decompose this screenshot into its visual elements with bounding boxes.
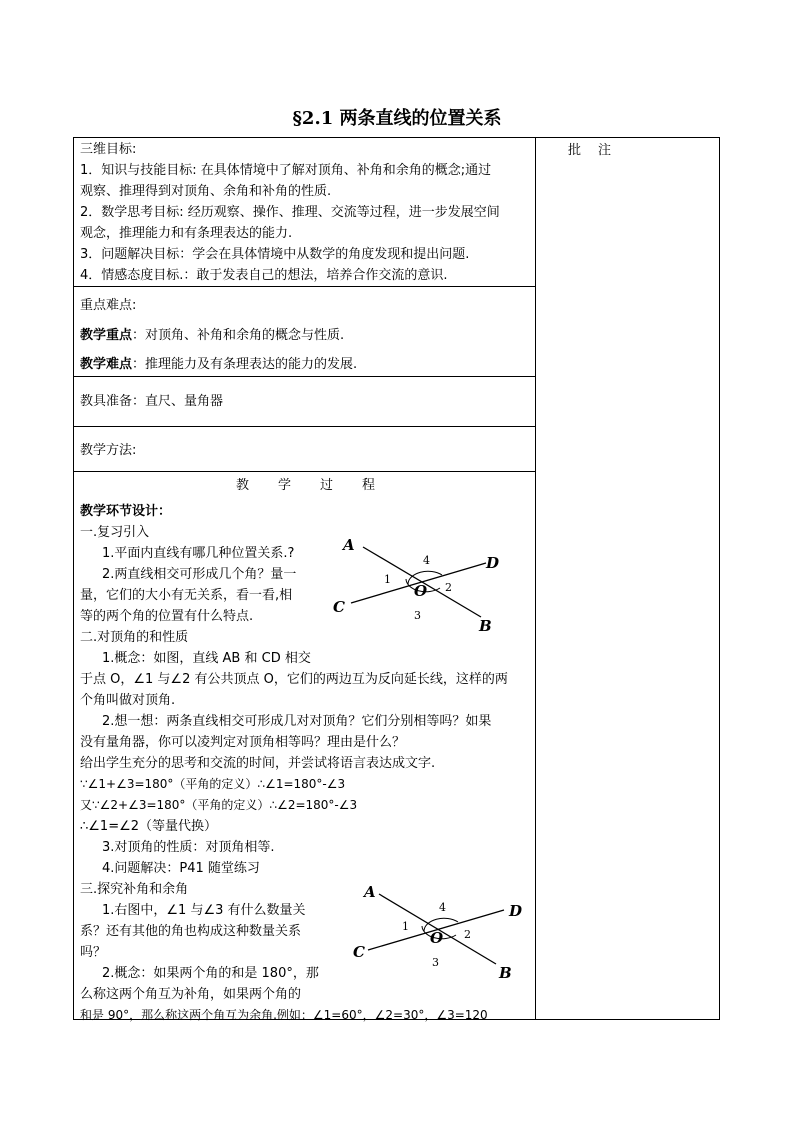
proof-line: ∴∠1=∠2（等量代换）: [80, 819, 218, 834]
label-c: C: [333, 598, 345, 616]
angle-3-label: 3: [432, 956, 439, 969]
label-a: A: [364, 883, 376, 901]
lesson-table: [73, 137, 720, 1020]
keypoints-heading: 重点难点:: [80, 298, 137, 313]
concept2-line: 2.概念：如果两个角的和是 180°，那: [102, 966, 319, 981]
think-line: 给出学生充分的思考和交流的时间，并尝试将语言表达成文字.: [80, 756, 436, 771]
page-title: §2.1 两条直线的位置关系: [292, 108, 502, 129]
difficulty-label: 教学难点: [80, 357, 133, 372]
label-b: B: [499, 964, 512, 982]
angle-3-label: 3: [414, 609, 421, 622]
label-o: O: [430, 929, 444, 947]
tools-text: 教具准备：直尺、量角器: [80, 394, 224, 409]
difficulty-line: [80, 354, 357, 375]
property-line: 3.对顶角的性质：对顶角相等.: [102, 840, 275, 855]
objective-line: 1．知识与技能目标: 在具体情境中了解对顶角、补角和余角的概念;通过: [80, 163, 492, 178]
label-d: D: [509, 902, 523, 920]
column-divider: [535, 138, 536, 1019]
think-line: 2.想一想：两条直线相交可形成几对对顶角？它们分别相等吗？如果: [102, 714, 492, 729]
intersecting-lines-figure-2: [354, 884, 529, 989]
angle-2-label: 2: [464, 928, 471, 941]
concept2-line: 么称这两个角互为补角，如果两个角的: [80, 987, 302, 1002]
question-2-line: 量，它们的大小有无关系，看一看,相: [80, 588, 293, 603]
concept-line: 于点 O，∠1 与∠2 有公共顶点 O，它们的两边互为反向延长线，这样的两: [80, 672, 508, 687]
concept-line: 个角叫做对顶角.: [80, 693, 176, 708]
angle-1-label: 1: [402, 920, 409, 933]
annotation-header: 批 注: [568, 143, 614, 158]
proof-line: ∵∠1+∠3=180°（平角的定义）∴∠1=180°-∠3: [80, 777, 346, 791]
objective-line: 4．情感态度目标.：敢于发表自己的想法，培养合作交流的意识.: [80, 268, 448, 283]
concept2-line: 和是 90°，那么称这两个角互为余角.例如：∠1=60°，∠2=30°，∠3=120: [80, 1008, 488, 1022]
question-2-line: 2.两直线相交可形成几个角？量一: [102, 567, 297, 582]
objective-line: 3．问题解决目标：学会在具体情境中从数学的角度发现和提出问题.: [80, 247, 470, 262]
row-divider: [74, 376, 535, 377]
method-text: 教学方法:: [80, 443, 137, 458]
label-d: D: [486, 554, 500, 572]
concept-line: 1.概念：如图，直线 AB 和 CD 相交: [102, 651, 311, 666]
objectives-heading: 三维目标:: [80, 142, 137, 157]
label-o: O: [414, 582, 428, 600]
question-2-line: 等的两个角的位置有什么特点.: [80, 609, 254, 624]
think-line: 没有量角器，你可以凌判定对顶角相等吗？理由是什么？: [80, 735, 406, 750]
row-divider: [74, 286, 535, 287]
focus-text: ：对顶角、补角和余角的概念与性质.: [132, 328, 345, 343]
question-3-line: 1.右图中，∠1 与∠3 有什么数量关: [102, 903, 306, 918]
objective-line: 2．数学思考目标: 经历观察、操作、推理、交流等过程，进一步发展空间: [80, 205, 500, 220]
focus-label: 教学重点: [80, 328, 133, 343]
section-3-heading: 三.探究补角和余角: [80, 882, 189, 897]
proof-line: 又∵∠2+∠3=180°（平角的定义）∴∠2=180°-∠3: [80, 798, 358, 812]
row-divider: [74, 471, 535, 472]
question-1: 1.平面内直线有哪几种位置关系.?: [102, 546, 295, 561]
label-b: B: [479, 617, 492, 635]
angle-2-label: 2: [445, 581, 452, 594]
objective-line: 观察、推理得到对顶角、余角和补角的性质.: [80, 184, 332, 199]
focus-line: [80, 325, 344, 346]
intersecting-lines-figure: [333, 535, 506, 640]
angle-1-label: 1: [384, 573, 391, 586]
question-3-line: 吗？: [80, 945, 107, 960]
question-3-line: 系？还有其他的角也构成这种数量关系: [80, 924, 302, 939]
design-heading: 教学环节设计：: [80, 504, 172, 519]
practice-line: 4.问题解决：P41 随堂练习: [102, 861, 260, 876]
section-2-heading: 二.对顶角的和性质: [80, 630, 189, 645]
angle-4-label: 4: [423, 554, 430, 567]
label-c: C: [353, 943, 365, 961]
angle-4-label: 4: [439, 901, 446, 914]
label-a: A: [343, 536, 355, 554]
difficulty-text: ：推理能力及有条理表达的能力的发展.: [132, 357, 358, 372]
section-1-heading: 一.复习引入: [80, 525, 150, 540]
row-divider: [74, 426, 535, 427]
process-header: 教 学 过 程: [236, 478, 377, 493]
objective-line: 观念，推理能力和有条理表达的能力.: [80, 226, 293, 241]
